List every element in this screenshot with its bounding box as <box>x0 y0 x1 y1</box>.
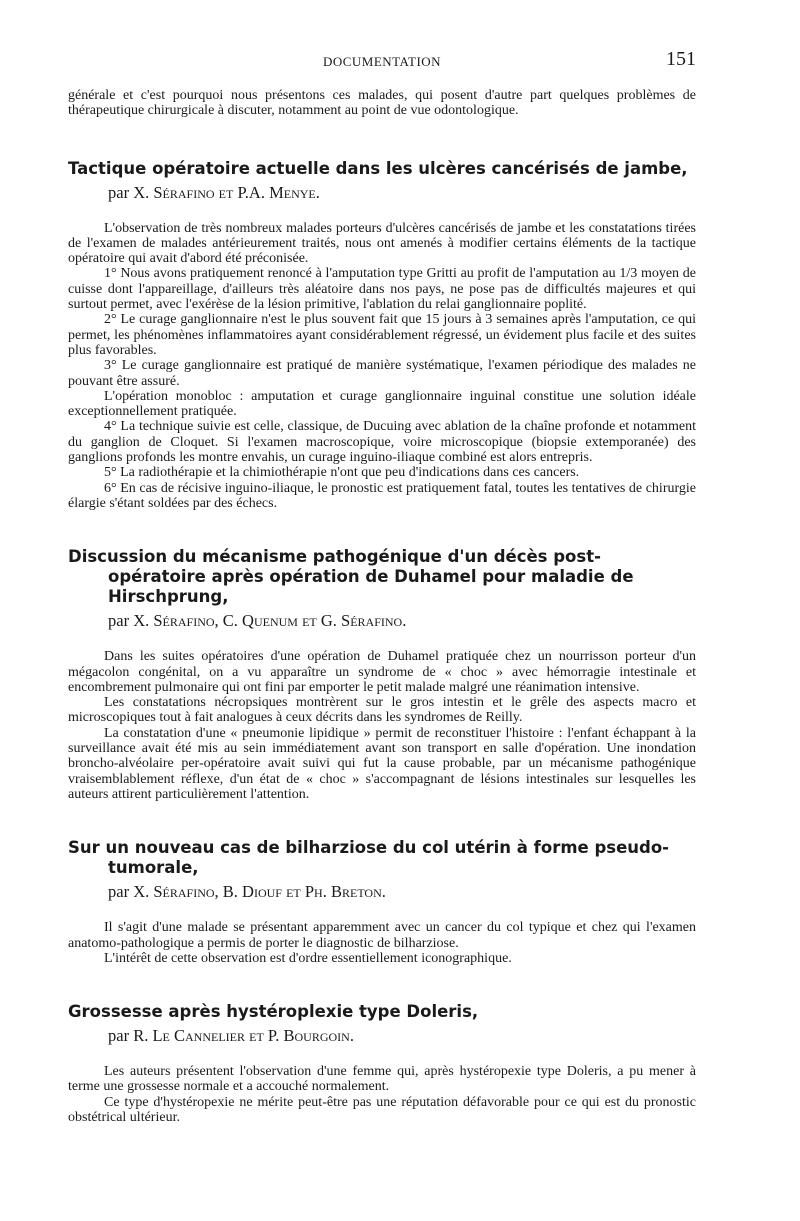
article-duhamel <box>68 547 696 802</box>
journal-page <box>68 46 696 1125</box>
byline <box>108 611 696 631</box>
paragraph: Ce type d'hystéropexie ne mérite peut-être pas une réputation défavorable pour ce qui est du pronostic obstétrical ultérieur. <box>68 1094 696 1125</box>
byline <box>108 183 696 203</box>
byline <box>108 1026 696 1046</box>
byline-prefix: par <box>108 882 130 902</box>
paragraph: L'observation de très nombreux malades porteurs d'ulcères cancérisés de jambe et les constatations tirées de l'examen de malades antérieurement traités, nous ont amenés à modifier certains éléments de la tactique opératoire qui avait d'abord été préconisée. <box>68 220 696 267</box>
paragraph: L'intérêt de cette observation est d'ordre essentiellement iconographique. <box>104 950 512 966</box>
authors: X. Sérafino, C. Quenum et G. Sérafino. <box>133 611 407 631</box>
paragraph: L'opération monobloc : amputation et curage ganglionnaire inguinal constitue une solution idéale exceptionnellement pratiquée. <box>68 388 696 420</box>
article-doleris <box>68 1002 696 1125</box>
paragraph: 6° En cas de récisive inguino-iliaque, le pronostic est pratiquement fatal, toutes les tentatives de chirurgie élargie s'étant soldées par des échecs. <box>68 480 696 511</box>
article-bilharziose <box>68 838 696 966</box>
article-title: Grossesse après hystéroplexie type Doleris, <box>68 1002 479 1022</box>
paragraph: Il s'agit d'une malade se présentant apparemment avec un cancer du col typique et chez qui l'examen anatomo-pathologique a permis de porter le diagnostic de bilharziose. <box>68 920 696 951</box>
paragraph: Dans les suites opératoires d'une opération de Duhamel pratiquée chez un nourrisson porteur d'un mégacolon congénital, on a vu apparaître un syndrome de « choc » avec hémorragie intestinale et encombrement pulmonaire qui ont fini par emporter le petit malade malgré une réanimation intensive. <box>68 649 696 695</box>
article-title: Discussion du mécanisme pathogénique d'un décès post-opératoire après opération de Duhamel pour maladie de Hirschprung, <box>68 547 634 607</box>
intro-block <box>68 88 696 119</box>
authors: X. Sérafino, B. Diouf et Ph. Breton. <box>133 882 386 902</box>
paragraph: 2° Le curage ganglionnaire n'est le plus souvent fait que 15 jours à 3 semaines après l'amputation, ce qui permet, les phénomènes inflammatoires ayant considérablement régressé, un évidement plus facile et des suites plus favorables. <box>68 312 696 358</box>
authors: X. Sérafino et P.A. Menye. <box>133 182 320 202</box>
byline-prefix: par <box>108 1026 130 1046</box>
running-head: DOCUMENTATION <box>322 54 442 69</box>
page-header <box>68 46 696 76</box>
article-body <box>68 221 696 512</box>
authors: R. Le Cannelier et P. Bourgoin. <box>133 1026 354 1046</box>
paragraph: Les auteurs présentent l'observation d'une femme qui, après hystéropexie type Doleris, a pu mener à terme une grossesse normale et a accouché normalement. <box>68 1064 696 1095</box>
article-body <box>68 1064 696 1125</box>
page-number: 151 <box>666 48 696 70</box>
byline <box>108 882 696 902</box>
paragraph: Les constatations nécropsiques montrèrent sur le gros intestin et le grêle des aspects macro et microscopiques tout à fait analogues à ceux décrits dans les syndromes de Reilly. <box>68 695 696 726</box>
article-title: Tactique opératoire actuelle dans les ulcères cancérisés de jambe, <box>68 158 688 178</box>
byline-prefix: par <box>108 611 130 631</box>
paragraph: 1° Nous avons pratiquement renoncé à l'amputation type Gritti au profit de l'amputation au 1/3 moyen de cuisse dont l'appareillage, d'ailleurs très aléatoire dans nos pays, ne pose pas de difficultés majeures et qui surtout permet, avec l'exérèse de la lésion primitive, l'ablation du relai ganglionnaire poplité. <box>68 266 696 313</box>
article-ulceres <box>68 159 696 512</box>
paragraph: 5° La radiothérapie et la chimiothérapie n'ont que peu d'indications dans ces cancers. <box>104 465 580 481</box>
paragraph: La constatation d'une « pneumonie lipidique » permit de reconstituer l'histoire : l'enfant échappant à la surveillance avait été mis au sein immédiatement avant son transport en salle d'opération. Une inondation broncho-alvéolaire per-opératoire avait suivi qui fut la cause probable, par un mécanisme pathogénique vraisemblablement réflexe, d'un état de « choc » s'accompagnant de lésions intestinales sur lesquelles les auteurs attirent particulièrement l'attention. <box>68 725 696 802</box>
byline-prefix: par <box>108 182 130 202</box>
paragraph: 4° La technique suivie est celle, classique, de Ducuing avec ablation de la chaîne profonde et notamment du ganglion de Cloquet. Si l'examen macroscopique, voire microscopique (biopsie extemporanée) des ganglions profonds les montre envahis, un curage inguino-iliaque combiné est alors entrepris. <box>68 419 696 466</box>
intro-paragraph: générale et c'est pourquoi nous présentons ces malades, qui posent d'autre part quelques problèmes de thérapeutique chirurgicale à discuter, notamment au point de vue odontologique. <box>68 88 696 119</box>
article-body <box>68 920 696 966</box>
paragraph: 3° Le curage ganglionnaire est pratiqué de manière systématique, l'examen périodique des malades ne pouvant être assuré. <box>68 358 696 389</box>
article-body <box>68 649 696 802</box>
article-title: Sur un nouveau cas de bilharziose du col utérin à forme pseudo-tumorale, <box>68 838 670 878</box>
